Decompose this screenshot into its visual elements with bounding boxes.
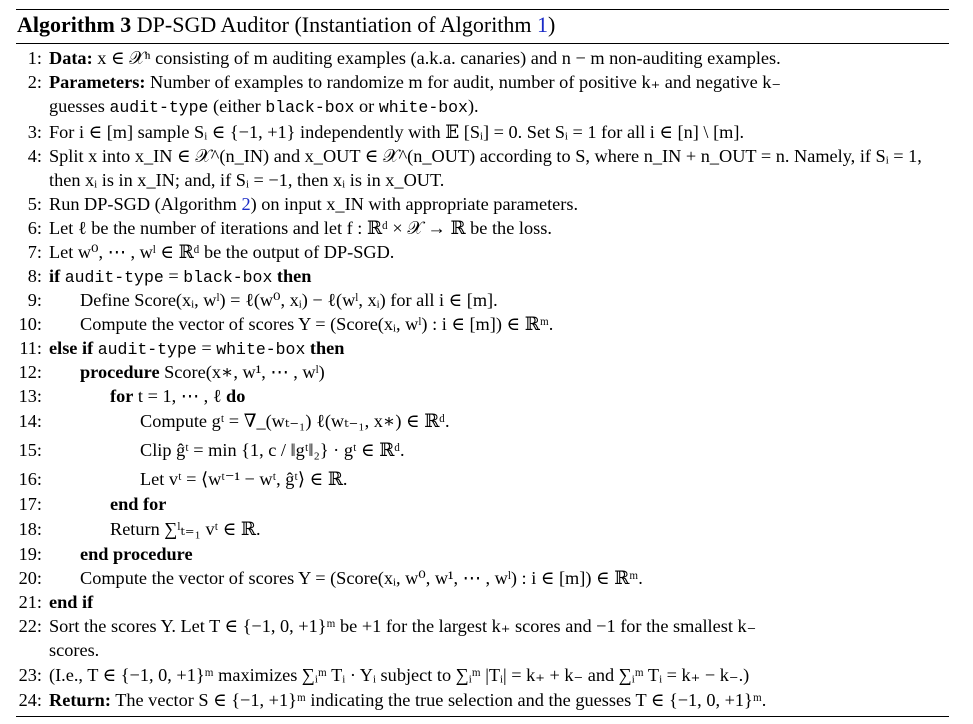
code-audit-type: audit-type — [109, 98, 209, 117]
line-text: (I.e., T ∈ {−1, 0, +1}ᵐ maximizes ∑ᵢᵐ Tᵢ · Yᵢ subject to ∑ᵢᵐ |Tᵢ| = k₊ + k₋ and ∑ᵢᵐ Tᵢ = k₊ − k₋.) — [49, 665, 750, 685]
keyword: end if — [49, 592, 94, 612]
line-8 — [16, 264, 949, 288]
line-7 — [16, 240, 949, 264]
code-text: audit-type — [64, 268, 164, 287]
line-12 — [16, 360, 949, 384]
line-text: Sort the scores Y. Let T ∈ {−1, 0, +1}ᵐ be +1 for the largest k₊ scores and −1 for the smallest k₋ — [49, 616, 757, 636]
keyword: Parameters: — [49, 72, 146, 92]
cont-text: or — [354, 96, 379, 116]
code-text: black-box — [183, 268, 273, 287]
caption-close: ) — [548, 12, 556, 37]
line-number: 14: — [18, 411, 42, 431]
line-text: x ∈ 𝒳ⁿ consisting of m auditing examples (a.k.a. canaries) and n − m non-auditing examples. — [92, 48, 781, 68]
line-text: Compute the vector of scores Y = (Score(xᵢ, wˡ) : i ∈ [m]) ∈ ℝᵐ. — [80, 314, 554, 334]
bottom-rule — [16, 716, 949, 717]
line-text: The vector S ∈ {−1, +1}ᵐ indicating the true selection and the guesses T ∈ {−1, 0, +1}ᵐ. — [110, 690, 767, 710]
line-number: 8: — [27, 266, 42, 286]
line-16 — [16, 466, 949, 492]
line-number: 21: — [18, 592, 42, 612]
line-14 — [16, 408, 949, 434]
line-text: = — [163, 266, 184, 286]
line-18 — [16, 516, 949, 542]
line-number: 23: — [18, 665, 42, 685]
line-number: 1: — [27, 48, 42, 68]
caption-ref-link[interactable]: 1 — [537, 12, 549, 37]
line-20 — [16, 566, 949, 590]
line-23 — [16, 662, 949, 688]
line-text: Let w⁰, ⋯ , wˡ ∈ ℝᵈ be the output of DP-SGD. — [49, 242, 395, 262]
caption-rule — [16, 43, 949, 44]
line-text: Return ∑ˡₜ₌₁ vᵗ ∈ ℝ. — [110, 519, 261, 539]
algorithm-caption — [16, 10, 949, 40]
line-text: Let ℓ be the number of iterations and let f : ℝᵈ × 𝒳 → ℝ be the loss. — [49, 218, 552, 238]
line-2-continuation — [16, 94, 949, 120]
line-5 — [16, 192, 949, 216]
line-text: Clip ĝᵗ = min {1, c / ‖gᵗ‖₂} · gᵗ ∈ ℝᵈ. — [140, 440, 405, 460]
code-black-box: black-box — [265, 98, 355, 117]
line-text: = — [196, 338, 217, 358]
line-number: 18: — [18, 519, 42, 539]
caption-title: DP-SGD Auditor (Instantiation of Algorithm — [136, 12, 538, 37]
line-text: ) on input x_IN with appropriate parameters. — [250, 194, 579, 214]
line-number: 12: — [18, 362, 42, 382]
line-21 — [16, 590, 949, 614]
cont-text: ). — [467, 96, 479, 116]
keyword: end procedure — [80, 544, 193, 564]
line-1 — [16, 46, 949, 70]
line-number: 2: — [27, 72, 42, 92]
keyword: Data: — [49, 48, 93, 68]
line-text: Run DP-SGD (Algorithm — [49, 194, 242, 214]
line-text: Number of examples to randomize m for audit, number of positive k₊ and negative k₋ — [145, 72, 782, 92]
line-number: 22: — [18, 616, 42, 636]
code-text: white-box — [216, 340, 306, 359]
algorithm-lines — [16, 46, 949, 712]
line-number: 6: — [27, 218, 42, 238]
keyword: procedure — [80, 362, 160, 382]
caption-label: Algorithm 3 — [17, 12, 132, 37]
line-number: 7: — [27, 242, 42, 262]
line-text: Split x into x_IN ∈ 𝒳^(n_IN) and x_OUT ∈ 𝒳^(n_OUT) according to S, where n_IN + n_OUT = n. Namely, if Sᵢ = 1, — [49, 146, 922, 166]
keyword: if — [49, 266, 61, 286]
line-text: Score(x∗, w¹, ⋯ , wˡ) — [159, 362, 325, 382]
line-11 — [16, 336, 949, 360]
line-13 — [16, 384, 949, 408]
algorithm-ref-link[interactable]: 2 — [241, 194, 251, 214]
line-19 — [16, 542, 949, 566]
line-number: 13: — [18, 386, 42, 406]
cont-text: guesses — [49, 96, 110, 116]
keyword: else if — [49, 338, 94, 358]
line-3 — [16, 120, 949, 144]
keyword: end for — [110, 494, 167, 514]
line-number: 17: — [18, 494, 42, 514]
algorithm-block — [16, 9, 949, 717]
line-text: Define Score(xᵢ, wˡ) = ℓ(w⁰, xᵢ) − ℓ(wˡ, xᵢ) for all i ∈ [m]. — [80, 290, 498, 310]
cont-text: (either — [208, 96, 266, 116]
line-17 — [16, 492, 949, 516]
line-number: 4: — [27, 146, 42, 166]
keyword: for — [110, 386, 134, 406]
line-4-continuation: then xᵢ is in x_IN; and, if Sᵢ = −1, then xᵢ is in x_OUT. — [49, 170, 445, 190]
line-2 — [16, 70, 949, 94]
keyword: do — [226, 386, 246, 406]
line-6 — [16, 216, 949, 240]
line-number: 19: — [18, 544, 42, 564]
line-number: 11: — [19, 338, 42, 358]
line-22-continuation: scores. — [49, 640, 100, 660]
line-9 — [16, 288, 949, 312]
line-22 — [16, 614, 949, 638]
line-text: Compute gᵗ = ∇_(wₜ₋₁) ℓ(wₜ₋₁, x∗) ∈ ℝᵈ. — [140, 411, 450, 431]
line-number: 24: — [18, 690, 42, 710]
line-text: Let vᵗ = ⟨wᵗ⁻¹ − wᵗ, ĝᵗ⟩ ∈ ℝ. — [140, 469, 348, 489]
line-text: t = 1, ⋯ , ℓ — [133, 386, 227, 406]
line-number: 15: — [18, 440, 42, 460]
line-number: 5: — [27, 194, 42, 214]
keyword: then — [305, 338, 345, 358]
line-number: 10: — [18, 314, 42, 334]
line-4 — [16, 144, 949, 168]
keyword: then — [272, 266, 312, 286]
line-10 — [16, 312, 949, 336]
line-text: Compute the vector of scores Y = (Score(xᵢ, w⁰, w¹, ⋯ , wˡ) : i ∈ [m]) ∈ ℝᵐ. — [80, 568, 643, 588]
code-text: audit-type — [97, 340, 197, 359]
code-white-box: white-box — [378, 98, 468, 117]
line-number: 3: — [27, 122, 42, 142]
line-number: 16: — [18, 469, 42, 489]
keyword: Return: — [49, 690, 111, 710]
line-24 — [16, 688, 949, 712]
line-number: 20: — [18, 568, 42, 588]
line-number: 9: — [27, 290, 42, 310]
line-15 — [16, 434, 949, 466]
line-text: For i ∈ [m] sample Sᵢ ∈ {−1, +1} independently with 𝔼 [Sᵢ] = 0. Set Sᵢ = 1 for all i ∈ [n] \ [m]. — [49, 122, 745, 142]
